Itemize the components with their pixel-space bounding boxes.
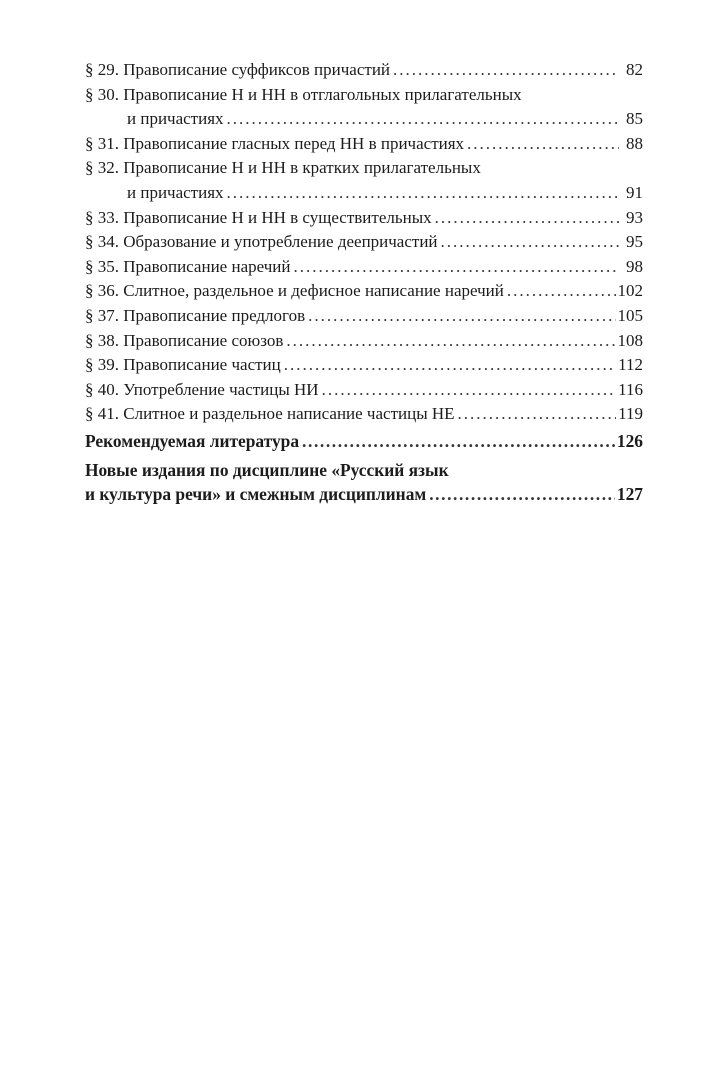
toc-entry-title: Новые издания по дисциплине «Русский язык [85,459,449,480]
toc-entry-title: § 40. Употребление частицы НИ [85,379,319,399]
toc-entry-title: § 36. Слитное, раздельное и дефисное написание наречий [85,281,504,301]
dot-leader [227,107,619,132]
toc-entry-31[interactable] [85,132,643,157]
dot-leader [302,429,615,454]
dot-leader [227,181,619,206]
toc-entry-33[interactable] [85,206,643,231]
toc-entry-title: § 33. Правописание Н и НН в существительных [85,207,432,227]
toc-page-number: 108 [617,330,643,350]
toc-entry-recommended-literature[interactable] [85,429,643,454]
toc-entry-37[interactable] [85,304,643,329]
toc-entry-34[interactable] [85,230,643,255]
toc-entry-title: § 32. Правописание Н и НН в кратких прилагательных [85,158,481,178]
toc-entry-29[interactable] [85,58,643,83]
toc-page-number: 126 [616,430,643,451]
table-of-contents [85,58,643,507]
dot-leader [322,378,617,403]
toc-entry-title: § 38. Правописание союзов [85,330,284,350]
toc-entry-title: § 37. Правописание предлогов [85,305,306,325]
toc-page-number: 91 [626,182,643,202]
toc-entry-new-publications[interactable] [85,458,643,507]
toc-page-number: 98 [626,256,643,276]
dot-leader [441,230,619,255]
dot-leader [308,304,615,329]
toc-entry-35[interactable] [85,255,643,280]
toc-page-number: 116 [618,379,643,399]
dot-leader [393,58,619,83]
toc-page-number: 95 [626,232,643,252]
toc-page-number: 85 [626,109,643,129]
toc-page-number: 82 [626,60,643,79]
toc-entry-title: § 31. Правописание гласных перед НН в причастиях [85,133,465,153]
dot-leader [286,329,615,354]
toc-page-number: 119 [618,404,643,424]
toc-page-number: 127 [616,484,643,505]
toc-entry-41[interactable] [85,402,643,427]
toc-entry-36[interactable] [85,279,643,304]
toc-entry-title-continuation: и культура речи» и смежным дисциплинам [85,484,427,505]
dot-leader [458,402,617,427]
dot-leader [429,482,615,507]
dot-leader [293,255,619,280]
toc-entry-title-continuation: и причастиях [127,182,224,202]
toc-entry-32[interactable] [85,156,643,205]
toc-entry-title: § 29. Правописание суффиксов причастий [85,60,391,79]
toc-page-number: 102 [617,281,643,301]
toc-entry-title: Рекомендуемая литература [85,430,300,451]
toc-entry-title: § 35. Правописание наречий [85,256,291,276]
toc-entry-title: § 41. Слитное и раздельное написание частицы НЕ [85,404,455,424]
toc-entry-40[interactable] [85,378,643,403]
toc-entry-39[interactable] [85,353,643,378]
toc-entry-title-continuation: и причастиях [127,109,224,129]
toc-entry-38[interactable] [85,329,643,354]
toc-entry-title: § 34. Образование и употребление деепричастий [85,232,438,252]
toc-entry-30[interactable] [85,83,643,132]
dot-leader [467,132,619,157]
toc-page-number: 105 [617,305,643,325]
dot-leader [435,206,619,231]
toc-entry-title: § 39. Правописание частиц [85,355,281,375]
toc-page-number: 88 [626,133,643,153]
dot-leader [284,353,616,378]
dot-leader [507,279,616,304]
toc-page-number: 112 [618,355,643,375]
toc-page-number: 93 [626,207,643,227]
toc-entry-title: § 30. Правописание Н и НН в отглагольных прилагательных [85,84,522,104]
